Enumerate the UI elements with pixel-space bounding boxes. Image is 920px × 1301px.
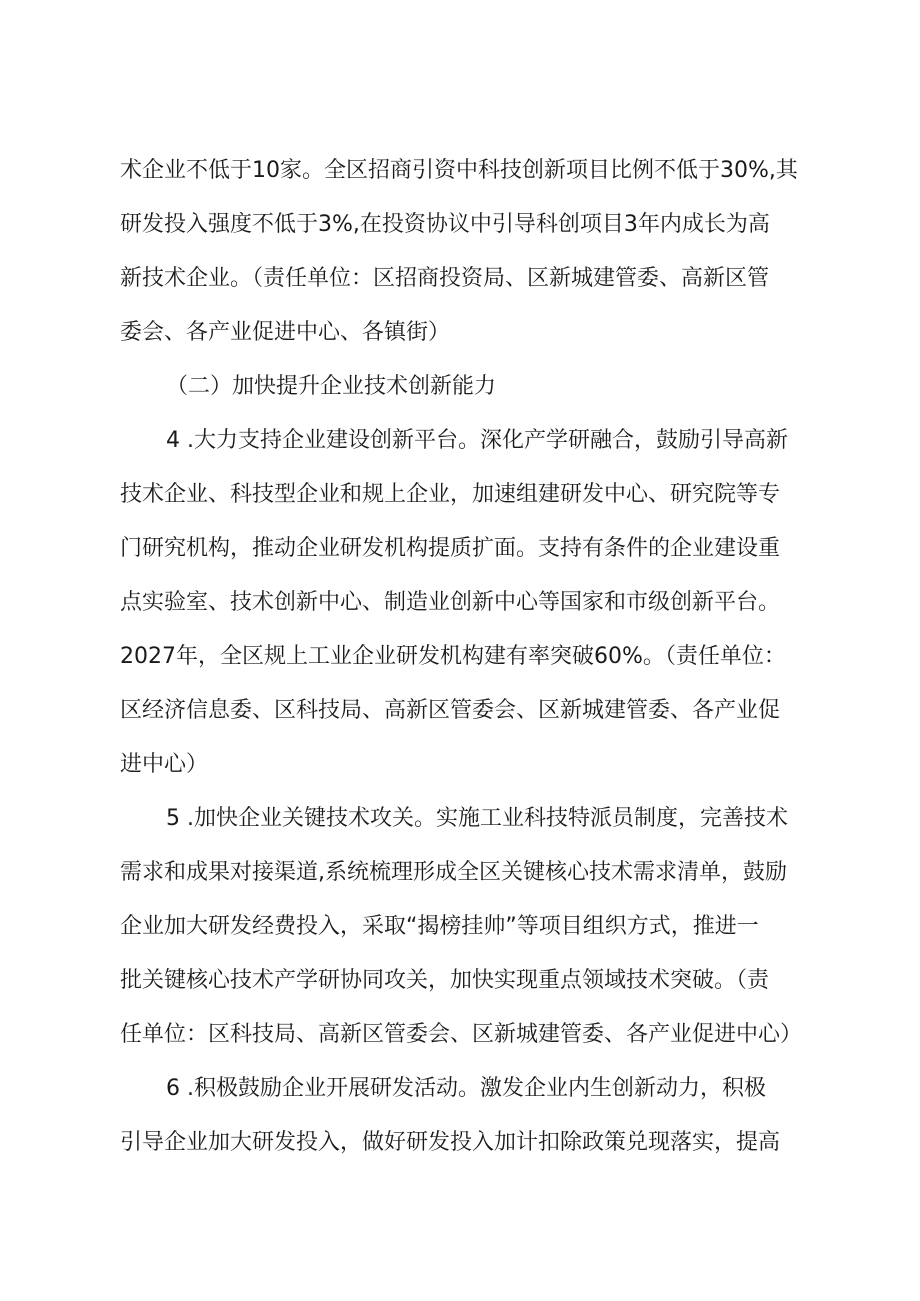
text-line: 技术企业、科技型企业和规上企业，加速组建研发中心、研究院等专: [120, 482, 781, 507]
text-line: 企业加大研发经费投入，采取“揭榜挂帅”等项目组织方式，推进一: [120, 914, 759, 939]
paragraph-start: 6 .积极鼓励企业开展研发活动。激发企业内生创新动力，积极: [166, 1076, 766, 1101]
text-line: 研发投入强度不低于3%,在投资协议中引导科创项目3年内成长为高: [120, 212, 770, 237]
text-line: 新技术企业。（责任单位：区招商投资局、区新城建管委、高新区管: [120, 266, 770, 291]
text-line: 批关键核心技术产学研协同攻关，加快实现重点领域技术突破。（责: [120, 968, 770, 993]
text-line: 2027年，全区规上工业企业研发机构建有率突破60%。（责任单位：: [120, 644, 786, 669]
text-line: 引导企业加大研发投入，做好研发投入加计扣除政策兑现落实，提高: [120, 1130, 781, 1155]
text-line: 门研究机构，推动企业研发机构提质扩面。支持有条件的企业建设重: [120, 536, 781, 561]
text-line: 需求和成果对接渠道,系统梳理形成全区关键核心技术需求清单，鼓励: [120, 860, 787, 885]
text-line: 区经济信息委、区科技局、高新区管委会、区新城建管委、各产业促: [120, 698, 781, 723]
text-line: 进中心）: [120, 752, 209, 777]
section-heading: （二）加快提升企业技术创新能力: [166, 374, 497, 399]
text-line: 点实验室、技术创新中心、制造业创新中心等国家和市级创新平台。: [120, 590, 781, 615]
text-line: 委会、各产业促进中心、各镇街）: [120, 320, 451, 345]
text-line: 术企业不低于10家。全区招商引资中科技创新项目比例不低于30%,其: [120, 158, 798, 183]
paragraph-start: 4 .大力支持企业建设创新平台。深化产学研融合，鼓励引导高新: [166, 428, 788, 453]
paragraph-start: 5 .加快企业关键技术攻关。实施工业科技特派员制度，完善技术: [166, 806, 788, 831]
text-line: 任单位：区科技局、高新区管委会、区新城建管委、各产业促进中心）: [120, 1022, 803, 1047]
